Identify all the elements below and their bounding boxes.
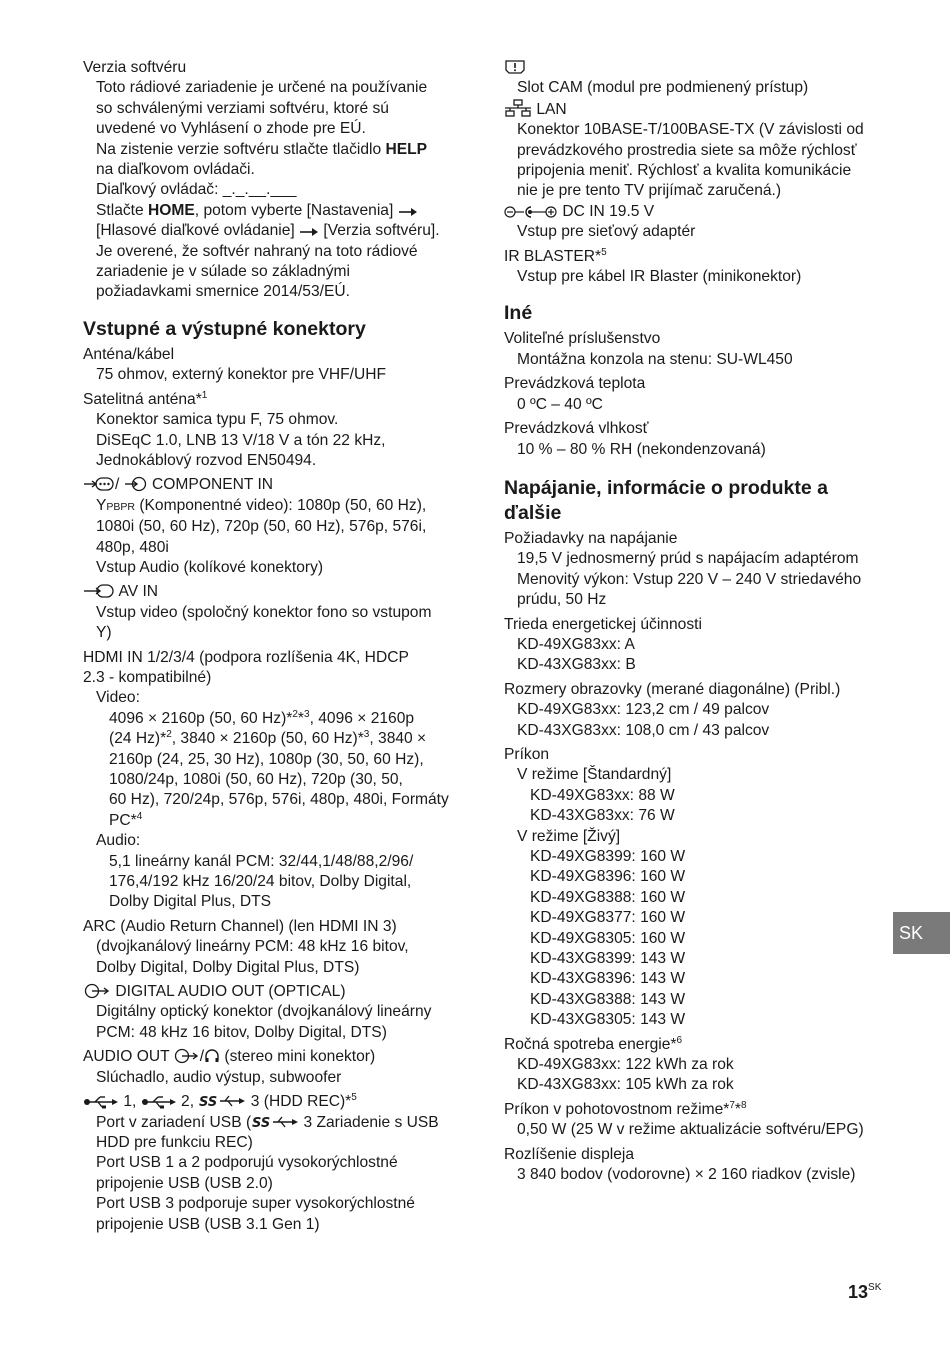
body-line: KD-43XG83xx: 108,0 cm / 43 palcov — [517, 721, 770, 739]
arrow-right-icon — [398, 206, 418, 218]
software-version-section — [83, 58, 463, 303]
body-line: pripojenia meniť. Rýchlosť a kvalita komunikácie — [517, 162, 852, 180]
body-line: Menovitý výkon: Vstup 220 V – 240 V striedavého — [517, 570, 862, 588]
audio-output-icon — [174, 1048, 200, 1064]
body-line: KD-49XG8388: 160 W — [530, 888, 686, 906]
body-line: 1080/24p, 1080i (50, 60 Hz), 720p (30, 50, — [109, 771, 403, 788]
body-line: KD-49XG8399: 160 W — [530, 848, 686, 865]
body-line: uvedené vo Vyhlásení o zhode pre EÚ. — [96, 120, 366, 138]
body-line: Vstup pre kábel IR Blaster (minikonektor) — [517, 268, 802, 286]
body-line: HDD pre funkciu REC) — [96, 1133, 253, 1151]
energy-class-title: Trieda energetickej účinnosti — [504, 615, 702, 633]
body-line: 0 ºC – 40 ºC — [517, 395, 603, 413]
dc-polarity-icon — [504, 205, 558, 219]
body-line: KD-43XG83xx: B — [517, 656, 636, 674]
vivid-mode-label: V režime [Živý] — [517, 827, 621, 845]
body-line: 5,1 lineárny kanál PCM: 32/44,1/48/88,2/96/ — [109, 852, 414, 870]
ir-blaster-title: IR BLASTER*$^5$ — [504, 246, 607, 265]
audio-label: Audio: — [96, 832, 141, 850]
home-key-text: HOME — [148, 201, 195, 219]
humidity-title: Prevádzková vlhkosť — [504, 420, 649, 438]
body-line: DiSEqC 1.0, LNB 13 V/18 V a tón 22 kHz, — [96, 431, 386, 449]
software-version-title: Verzia softvéru — [83, 59, 187, 76]
hdmi-title: 2.3 - kompatibilné) — [83, 668, 212, 686]
body-line: KD-43XG8388: 143 W — [530, 990, 686, 1008]
arc-title: ARC (Audio Return Channel) (len HDMI IN 3) — [83, 917, 397, 935]
power-heading: Napájanie, informácie o produkte a ďalšie — [504, 476, 828, 524]
body-line: Je overené, že softvér nahraný na toto rádiové — [96, 242, 418, 260]
body-line: na diaľkovom ovládači. — [96, 161, 255, 179]
other-heading: Iné — [504, 302, 533, 325]
body-line: Konektor 10BASE-T/100BASE-TX (V závislosti od — [517, 121, 864, 139]
annual-energy-title: Ročná spotreba energie*$^6$ — [504, 1034, 683, 1053]
body-line: PCM: 48 kHz 16 bitov, Dolby Digital, DTS) — [96, 1023, 387, 1041]
body-line: KD-43XG8399: 143 W — [530, 950, 686, 968]
av-input-icon — [83, 583, 115, 599]
remote-model-line: Diaľkový ovládač: _._.__.___ — [96, 181, 297, 199]
body-line: [Hlasové diaľkové ovládanie] [Verzia softvéru]. — [96, 222, 440, 240]
body-line: Na zistenie verzie softvéru stlačte tlačidlo HELP — [96, 140, 428, 158]
body-line: (24 Hz)*$^2$, 3840 × 2160p (50, 60 Hz)*$^3$, 3840 × — [109, 729, 427, 748]
body-line: Digitálny optický konektor (dvojkanálový lineárny — [96, 1003, 432, 1021]
body-line: Jednokáblový rozvod EN50494. — [96, 451, 317, 469]
body-line: Dolby Digital Plus, DTS — [109, 893, 272, 911]
body-line: so schválenými verziami softvéru, ktoré sú — [96, 99, 389, 117]
optical-output-icon — [83, 983, 111, 999]
video-label: Video: — [96, 689, 140, 707]
body-line: YPBPR (Komponentné video): 1080p (50, 60 Hz), — [96, 496, 427, 514]
screen-size-title: Rozmery obrazovky (merané diagonálne) (Pribl.) — [504, 680, 841, 698]
body-line: (dvojkanálový lineárny PCM: 48 kHz 16 bitov, — [96, 938, 409, 956]
body-line: nie je pre tento TV prijímač zaručená.) — [517, 182, 782, 200]
antenna-title: Anténa/kábel — [83, 345, 175, 363]
body-line: požiadavkami smernice 2014/53/EÚ. — [96, 283, 350, 301]
body-line: KD-49XG83xx: A — [517, 635, 635, 653]
standard-mode-label: V režime [Štandardný] — [517, 766, 672, 784]
body-line: Y) — [96, 624, 112, 642]
hdmi-title: HDMI IN 1/2/3/4 (podpora rozlíšenia 4K, HDCP — [83, 648, 409, 666]
lan-title: LAN — [504, 99, 896, 120]
antenna-desc: 75 ohmov, externý konektor pre VHF/UHF — [96, 366, 387, 384]
component-in-title: / COMPONENT IN — [83, 475, 463, 495]
body-line: KD-49XG8305: 160 W — [530, 929, 686, 947]
body-line: 60 Hz), 720/24p, 576p, 576i, 480p, 480i, Formáty — [109, 791, 449, 809]
body-line: Vstup video (spoločný konektor fono so vstupom — [96, 603, 432, 621]
body-line: PC*$^4$ — [109, 810, 143, 829]
body-line: 1080i (50, 60 Hz), 720p (50, 60 Hz), 576p, 576i, — [96, 518, 427, 536]
superspeed-usb-icon — [198, 1093, 246, 1109]
body-line: Slúchadlo, audio výstup, subwoofer — [96, 1068, 342, 1086]
body-line: KD-43XG83xx: 105 kWh za rok — [517, 1076, 734, 1094]
audio-out-title: AUDIO OUT / (stereo mini konektor) — [83, 1048, 376, 1066]
body-line: 19,5 V jednosmerný prúd s napájacím adaptérom — [517, 550, 859, 568]
dc-in-title: DC IN 19.5 V — [504, 202, 896, 222]
resolution-title: Rozlíšenie displeja — [504, 1145, 635, 1163]
body-line: zariadenie je v súlade so základnými — [96, 263, 350, 281]
digital-audio-out-title: DIGITAL AUDIO OUT (OPTICAL) — [83, 982, 463, 1002]
arrow-right-icon — [299, 226, 319, 238]
body-line: KD-49XG8396: 160 W — [530, 868, 686, 886]
body-line: KD-43XG8305: 143 W — [530, 1011, 686, 1029]
usb-icon — [83, 1095, 119, 1109]
body-line: Stlačte HOME, potom vyberte [Nastavenia] — [83, 201, 463, 221]
body-line: Port USB 3 podporuje super vysokorýchlostné — [96, 1195, 415, 1213]
component-input-icon — [83, 476, 115, 492]
body-line: prevádzkového prostredia siete sa môže rýchlosť — [517, 141, 857, 159]
body-line: Toto rádiové zariadenie je určené na používanie — [96, 79, 428, 97]
power-req-title: Požiadavky na napájanie — [504, 529, 678, 547]
body-line: 176,4/192 kHz 16/20/24 bitov, Dolby Digital, — [109, 873, 412, 891]
body-line: 480p, 480i — [96, 538, 169, 556]
body-line: KD-49XG83xx: 122 kWh za rok — [517, 1056, 734, 1074]
body-line: Port v zariadení USB ( SS 3 Zariadenie s USB — [96, 1113, 439, 1131]
language-tab: SK — [893, 912, 950, 954]
help-key-text: HELP — [385, 140, 428, 158]
body-line: Port USB 1 a 2 podporujú vysokorýchlostné — [96, 1154, 398, 1172]
cam-slot-desc: Slot CAM (modul pre podmienený prístup) — [517, 79, 809, 97]
body-line: KD-49XG83xx: 123,2 cm / 49 palcov — [517, 701, 770, 719]
cam-slot-icon — [504, 59, 526, 75]
usb-title: 1, 2, SS 3 (HDD REC)*$^5$ — [83, 1092, 463, 1112]
body-line: KD-43XG8396: 143 W — [530, 970, 686, 988]
body-line: 10 % – 80 % RH (nekondenzovaná) — [517, 440, 766, 458]
svg-text:SS: SS — [199, 1095, 218, 1110]
body-line: 2160p (24, 25, 30 Hz), 1080p (30, 50, 60 Hz), — [109, 750, 424, 768]
left-column — [83, 58, 463, 1235]
body-line: 4096 × 2160p (50, 60 Hz)*$^2$*$^3$, 4096 × 2160p — [109, 708, 415, 727]
body-line: Vstup pre sieťový adaptér — [517, 223, 696, 241]
accessory-title: Voliteľné príslušenstvo — [504, 330, 661, 348]
av-input-icon — [124, 476, 148, 492]
standby-title: Príkon v pohotovostnom režime*$^7$*$^8$ — [504, 1099, 747, 1118]
network-icon — [504, 99, 532, 117]
connectors-heading: Vstupné a výstupné konektory — [83, 317, 366, 340]
body-line: prúdu, 50 Hz — [517, 591, 607, 609]
body-line: KD-43XG83xx: 76 W — [530, 807, 675, 825]
right-column — [504, 58, 896, 1186]
consumption-title: Príkon — [504, 745, 550, 763]
usb-icon — [141, 1095, 177, 1109]
body-line: Montážna konzola na stenu: SU-WL450 — [517, 350, 793, 368]
satellite-title: Satelitná anténa*$^1$ — [83, 389, 208, 408]
body-line: 3 840 bodov (vodorovne) × 2 160 riadkov (zvisle) — [517, 1166, 856, 1184]
temperature-title: Prevádzková teplota — [504, 375, 646, 393]
body-line: Vstup Audio (kolíkové konektory) — [96, 558, 324, 576]
body-line: KD-49XG83xx: 88 W — [530, 786, 675, 804]
headphones-icon — [204, 1048, 220, 1064]
page-number: $13^{SK}$ — [848, 1282, 882, 1302]
superspeed-usb-icon — [251, 1114, 299, 1130]
body-line: Konektor samica typu F, 75 ohmov. — [96, 411, 339, 429]
svg-text:SS: SS — [252, 1115, 271, 1130]
body-line: pripojenie USB (USB 3.1 Gen 1) — [96, 1215, 320, 1233]
body-line: pripojenie USB (USB 2.0) — [96, 1174, 273, 1192]
body-line: Dolby Digital, Dolby Digital Plus, DTS) — [96, 958, 360, 976]
body-line: KD-49XG8377: 160 W — [530, 909, 686, 927]
cam-icon-line — [504, 58, 896, 78]
av-in-title: AV IN — [83, 582, 463, 602]
body-line: 0,50 W (25 W v režime aktualizácie softvéru/EPG) — [517, 1121, 864, 1139]
